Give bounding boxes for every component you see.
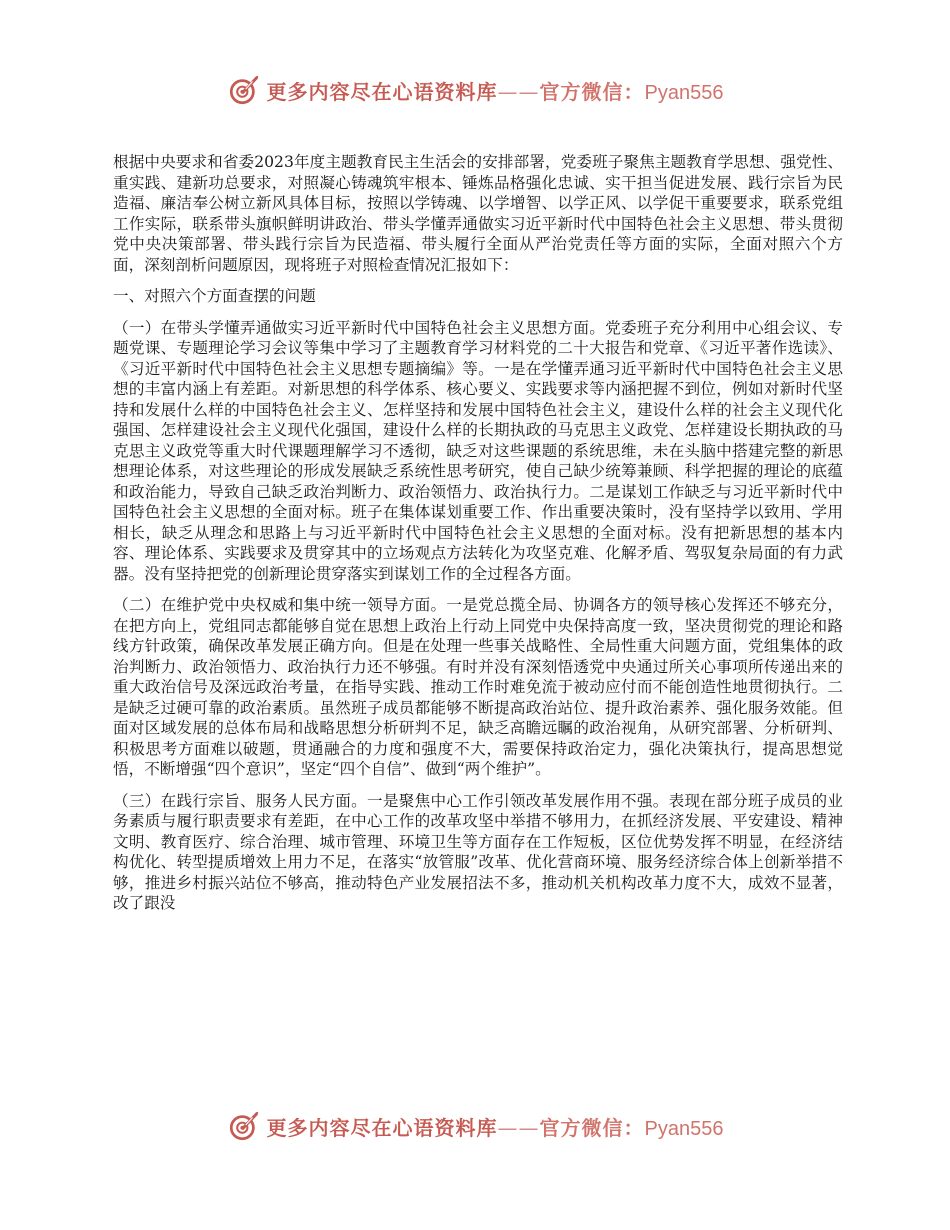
section-heading: 一、对照六个方面查摆的问题: [113, 287, 316, 305]
document-body: [113, 152, 843, 925]
intro-paragraph: 根据中央要求和省委2023年度主题教育民主生活会的安排部署，党委班子聚焦主题教育学思想、强党性、重实践、建新功总要求，对照凝心铸魂筑牢根本、锤炼品格强化忠诚、实干担当促进发展、践行宗旨为民造福、廉洁奉公树立新风具体目标，按照以学铸魂、以学增智、以学正风、以学促干重要要求，联系党组工作实际，联系带头旗帜鲜明讲政治、带头学懂弄通做实习近平新时代中国特色社会主义思想、带头贯彻党中央决策部署、带头践行宗旨为民造福、带头履行全面从严治党责任等方面的实际，全面对照六个方面，深刻剖析问题原因，现将班子对照检查情况汇报如下：: [113, 153, 843, 274]
header-watermark-banner: [0, 70, 950, 110]
watermark-text: [267, 76, 724, 105]
library-name: 更多内容尽在心语资料库: [266, 79, 498, 104]
wechat-id: Pyan556: [644, 81, 724, 104]
quill-logo-icon: [227, 1109, 261, 1143]
watermark-text: [267, 1112, 724, 1141]
paragraph-2: （二）在维护党中央权威和集中统一领导方面。一是党总揽全局、协调各方的领导核心发挥还不够充分，在把方向上，党组同志都能够自觉在思想上政治上行动上同党中央保持高度一致，坚决贯彻党的理论和路线方针政策，确保改革发展正确方向。但是在处理一些事关战略性、全局性重大问题方面，党组集体的政治判断力、政治领悟力、政治执行力还不够强。有时并没有深刻悟透党中央通过所关心事项所传递出来的重大政治信号及深远政治考量，在指导实践、推动工作时难免流于被动应付而不能创造性地贯彻执行。二是缺乏过硬可靠的政治素质。虽然班子成员都能够不断提高政治站位、提升政治素养、强化服务效能。但面对区域发展的总体布局和战略思想分析研判不足，缺乏高瞻远瞩的政治视角，从研究部署、分析研判、积极思考方面难以破题，贯通融合的力度和强度不大，需要保持政治定力，强化决策执行，提高思想觉悟，不断增强“四个意识”，坚定“四个自信”、做到“两个维护”。: [113, 596, 843, 778]
library-name: 更多内容尽在心语资料库: [266, 1115, 498, 1140]
paragraph-1: （一）在带头学懂弄通做实习近平新时代中国特色社会主义思想方面。党委班子充分利用中心组会议、专题党课、专题理论学习会议等集中学习了主题教育学习材料党的二十大报告和党章、《习近平著作选读》、《习近平新时代中国特色社会主义思想专题摘编》等。一是在学懂弄通习近平新时代中国特色社会主义思想的丰富内涵上有差距。对新思想的科学体系、核心要义、实践要求等内涵把握不到位，例如对新时代坚持和发展什么样的中国特色社会主义、怎样坚持和发展中国特色社会主义，建设什么样的社会主义现代化强国、怎样建设社会主义现代化强国，建设什么样的长期执政的马克思主义政党、怎样建设长期执政的马克思主义政党等重大时代课题理解学习不透彻，缺乏对这些课题的系统思维，未在头脑中搭建完整的新思想理论体系，对这些理论的形成发展缺乏系统性思考研究，使自己缺少统筹兼顾、科学把握的理论的底蕴和政治能力，导致自己缺乏政治判断力、政治领悟力、政治执行力。二是谋划工作缺乏与习近平新时代中国特色社会主义思想的全面对标。班子在集体谋划重要工作、作出重要决策时，没有坚持学以致用、学用相长，缺乏从理念和思路上与习近平新时代中国特色社会主义思想的全面对标。没有把新思想的基本内容、理论体系、实践要求及贯穿其中的立场观点方法转化为攻坚克难、化解矛盾、驾驭复杂局面的有力武器。没有坚持把党的创新理论贯穿落实到谋划工作的全过程各方面。: [113, 318, 843, 583]
wechat-label: 官方微信：: [539, 1115, 645, 1140]
footer-watermark-banner: [0, 1106, 950, 1146]
banner-separator: ——: [497, 79, 540, 104]
banner-separator: ——: [497, 1115, 540, 1140]
quill-logo-icon: [227, 73, 261, 107]
wechat-id: Pyan556: [644, 1117, 724, 1140]
paragraph-3: （三）在践行宗旨、服务人民方面。一是聚焦中心工作引领改革发展作用不强。表现在部分班子成员的业务素质与履行职责要求有差距，在中心工作的改革攻坚中举措不够用力，在抓经济发展、平安建设、精神文明、教育医疗、综合治理、城市管理、环境卫生等方面存在工作短板，区位优势发挥不明显，在经济结构优化、转型提质增效上用力不足，在落实“放管服”改革、优化营商环境、服务经济综合体上创新举措不够，推进乡村振兴站位不够高，推动特色产业发展招法不多，推动机关机构改革力度不大，成效不显著，改了跟没: [113, 791, 843, 912]
wechat-label: 官方微信：: [539, 79, 645, 104]
